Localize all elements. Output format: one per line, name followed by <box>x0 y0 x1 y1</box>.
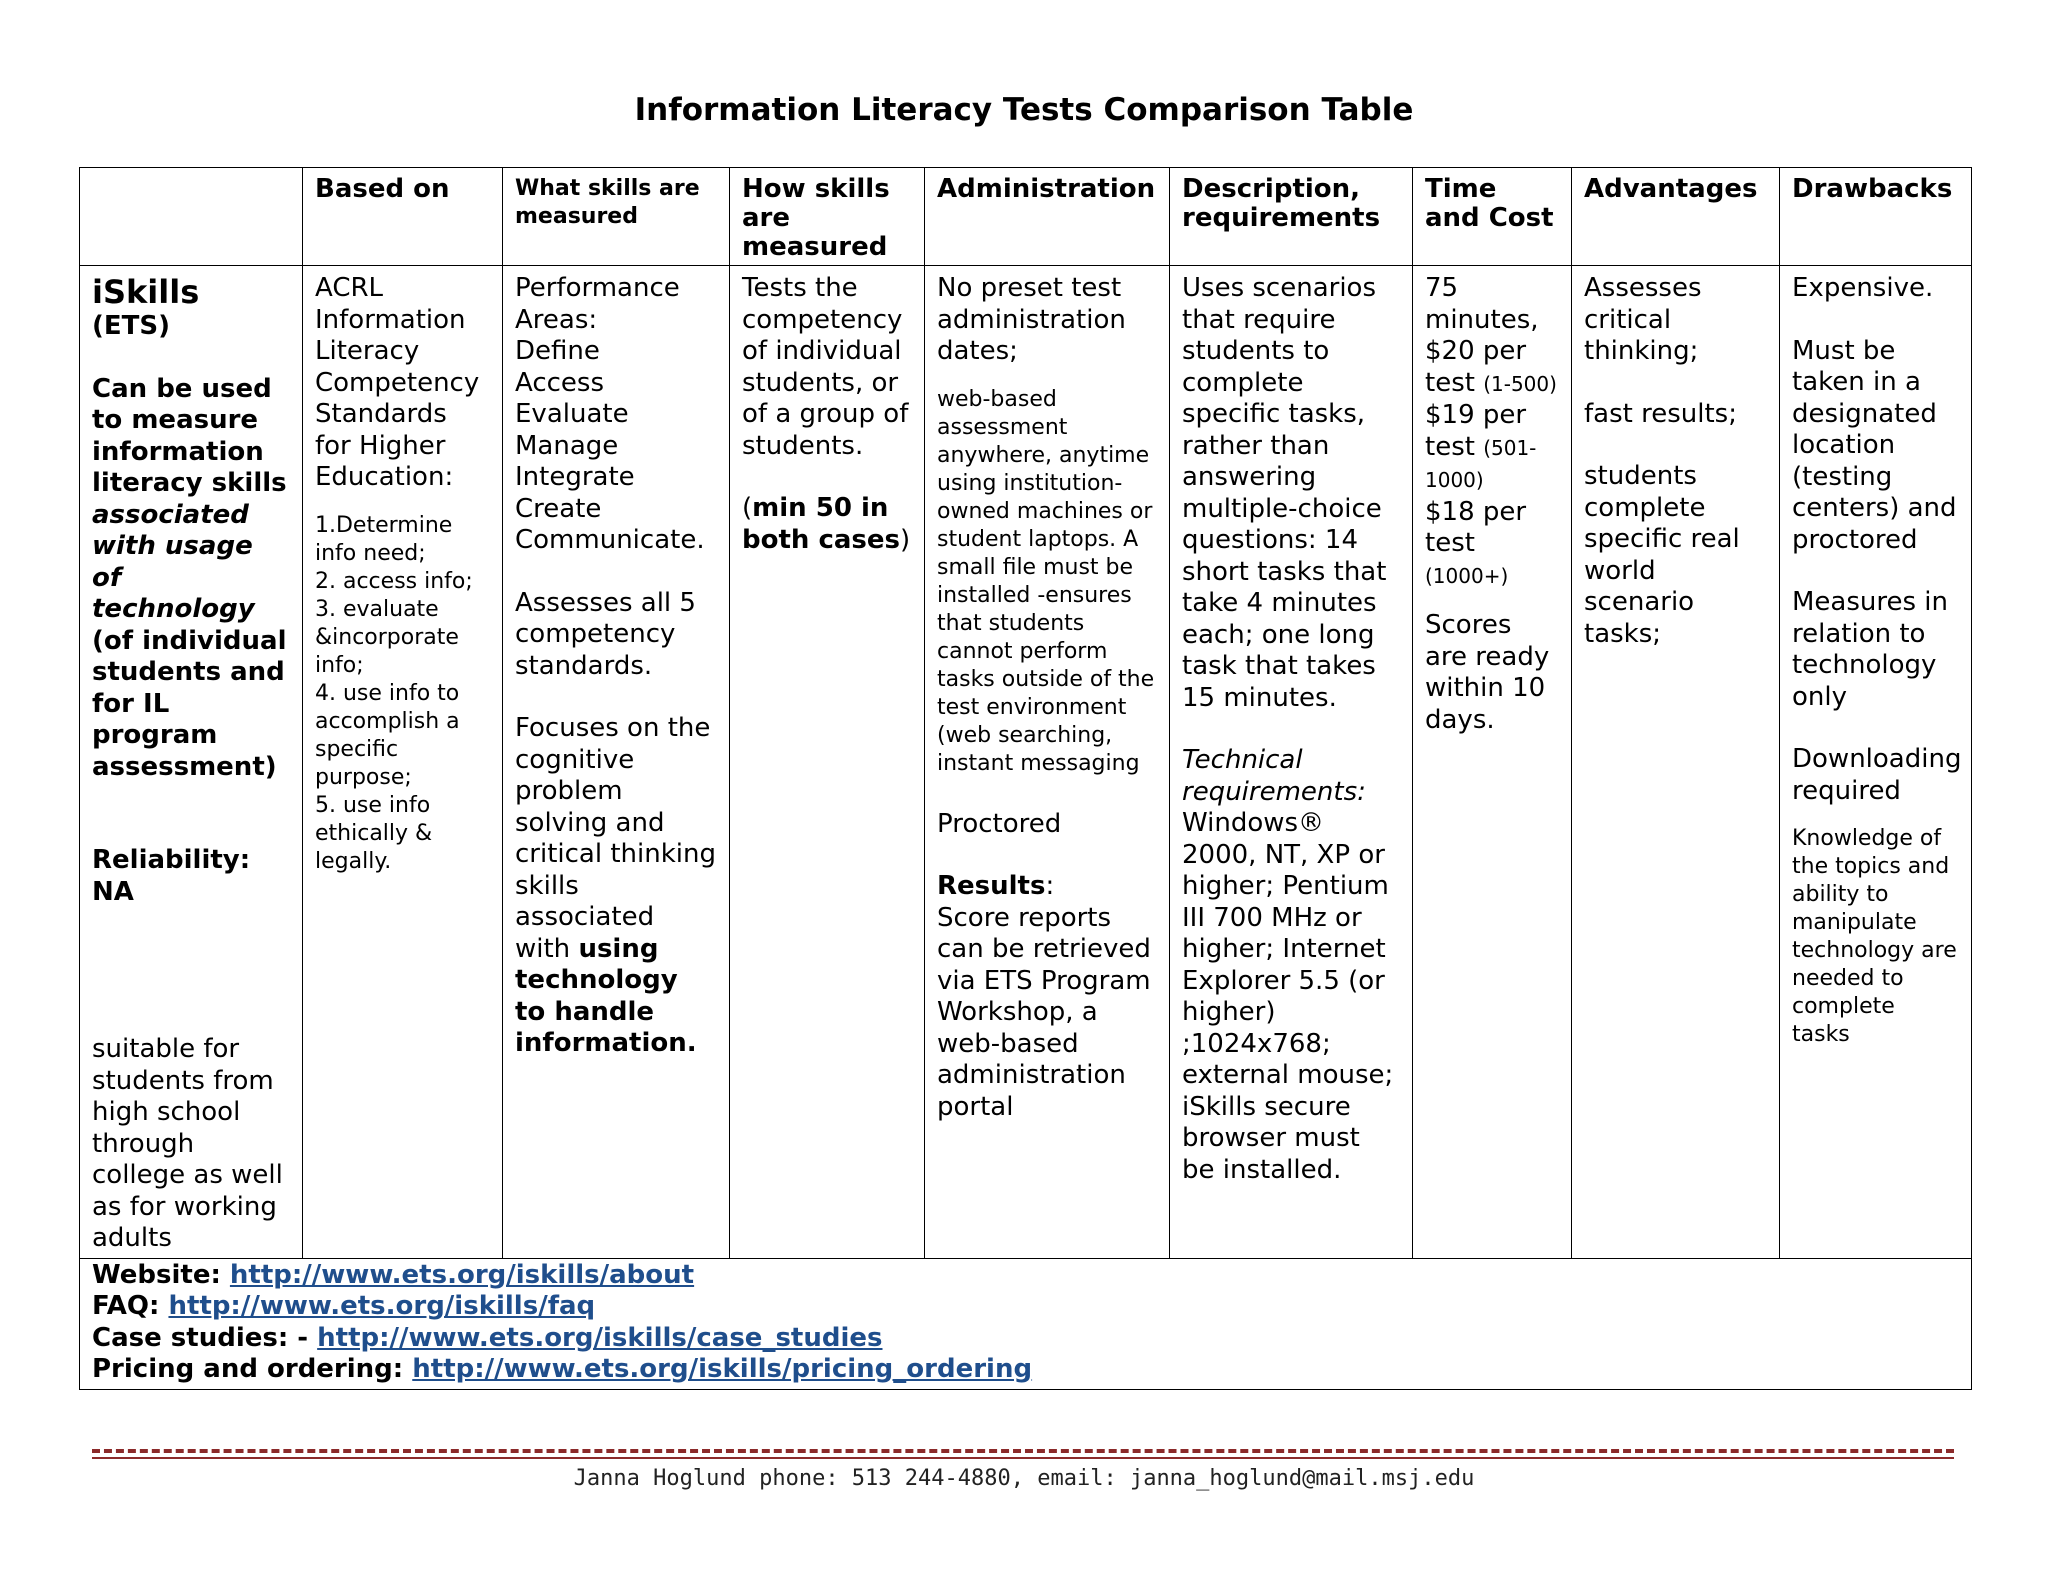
header-administration: Administration <box>925 168 1170 266</box>
list-item: students complete specific real world scenario tasks; <box>1584 461 1740 649</box>
drawbacks-knowledge: Knowledge of the topics and ability to manipulate technology are needed to complete tasks <box>1792 826 1957 1047</box>
links-cell <box>80 1258 1972 1389</box>
based-on-intro: ACRL Information Literacy Competency Standards for Higher Education: <box>315 273 480 492</box>
admin-cell <box>925 266 1170 1259</box>
footer-divider-line <box>92 1457 1954 1459</box>
description-cell <box>1170 266 1413 1259</box>
website-link[interactable]: http://www.ets.org/iskills/about <box>229 1259 695 1290</box>
time-cost-cell <box>1413 266 1572 1259</box>
list-item: Integrate <box>515 462 635 492</box>
links-row <box>80 1258 1972 1389</box>
test-reliability: Reliability: NA <box>92 845 251 907</box>
header-how-skills: How skills are measured <box>730 168 925 266</box>
list-item: Measures in relation to technology only <box>1792 587 1949 712</box>
pricing-link[interactable]: http://www.ets.org/iskills/pricing_ordering <box>412 1354 1033 1384</box>
how-text: Tests the competency of individual students, or of a group of students. <box>742 273 909 461</box>
header-row <box>80 168 1972 266</box>
footer-contact: Janna Hoglund phone: 513 244-4880, email: janna_hoglund@mail.msj.edu <box>573 1466 1475 1491</box>
header-what-skills: What skills are measured <box>503 168 730 266</box>
case-studies-link[interactable]: http://www.ets.org/iskills/case_studies <box>317 1322 883 1353</box>
test-name: iSkills <box>92 273 200 311</box>
comparison-table <box>79 167 1972 1390</box>
header-description: Description, requirements <box>1170 168 1413 266</box>
skills-cell <box>503 266 730 1259</box>
based-on-cell <box>303 266 503 1259</box>
page-title: Information Literacy Tests Comparison Table <box>634 92 1414 128</box>
list-item: Must be taken in a designated location (testing centers) and proctored <box>1792 335 1957 555</box>
header-test-name <box>80 168 303 266</box>
test-org: (ETS) <box>92 311 170 341</box>
description-text: Uses scenarios that require students to complete specific tasks, rather than answering multiple-choice questions: 14 short tasks that take 4 minutes each; one long task that takes 15 minutes. <box>1182 273 1387 713</box>
list-item: Manage <box>515 430 619 461</box>
skills-focus: Focuses on the cognitive problem solving and critical thinking skills associated with using technology to handle information. <box>515 713 716 1058</box>
faq-line: FAQ: http://www.ets.org/iskills/faq <box>92 1291 596 1321</box>
time-duration: 75 minutes, <box>1425 273 1539 335</box>
footer-divider <box>92 1449 1954 1453</box>
skills-assesses: Assesses all 5 competency standards. <box>515 587 696 681</box>
header-drawbacks: Drawbacks <box>1780 168 1972 266</box>
how-cell <box>730 266 925 1259</box>
list-item: Assesses critical thinking; <box>1584 273 1702 366</box>
skills-areas-label: Performance Areas: <box>515 273 680 335</box>
case-studies-line: Case studies: - http://www.ets.org/iskills/case_studies <box>92 1322 883 1353</box>
admin-web: web-based assessment anywhere, anytime using institution-owned machines or student laptops. A small file must be installed -ensures that students cannot perform tasks outside of the test environment (web searching, instant messaging <box>937 386 1155 776</box>
list-item: Communicate. <box>515 525 705 555</box>
admin-results: Score reports can be retrieved via ETS Program Workshop, a web-based administration portal <box>937 902 1151 1122</box>
price-tier: $19 per test (501-1000) <box>1425 400 1537 492</box>
list-item: Downloading required <box>1792 744 1962 806</box>
how-min: (min 50 in both cases) <box>742 493 911 555</box>
website-line: Website: http://www.ets.org/iskills/about <box>92 1259 695 1290</box>
header-advantages: Advantages <box>1572 168 1780 266</box>
test-suitable: suitable for students from high school through college as well as for working adults <box>92 1034 283 1253</box>
price-tier: $20 per test (1-500) <box>1425 336 1557 398</box>
admin-results-label: Results: <box>937 871 1055 901</box>
description-tech: Windows® 2000, NT, XP or higher; Pentium III 700 MHz or higher; Internet Explorer 5.5 (or higher) ;1024x768; external mouse; iSkills secure browser must be installed. <box>1182 808 1394 1185</box>
time-scores: Scores are ready within 10 days. <box>1425 610 1550 735</box>
list-item: 3. evaluate &incorporate info; <box>315 596 459 678</box>
description-tech-label: Technical requirements: <box>1182 745 1366 807</box>
list-item: Evaluate <box>515 399 629 429</box>
table-row <box>80 266 1972 1259</box>
test-cell <box>80 266 303 1259</box>
admin-dates: No preset test administration dates; <box>937 273 1126 366</box>
header-based-on: Based on <box>303 168 503 266</box>
list-item: Define <box>515 336 600 366</box>
list-item: 2. access info; <box>315 568 473 594</box>
list-item: Create <box>515 493 602 524</box>
admin-proctored: Proctored <box>937 808 1062 839</box>
list-item: fast results; <box>1584 398 1737 429</box>
list-item: Expensive. <box>1792 273 1934 303</box>
advantages-cell <box>1572 266 1780 1259</box>
list-item: 1.Determine info need; <box>315 512 453 566</box>
drawbacks-cell <box>1780 266 1972 1259</box>
header-time-cost: Time and Cost <box>1413 168 1572 266</box>
list-item: 5. use info ethically & legally. <box>315 792 433 874</box>
list-item: Access <box>515 367 605 398</box>
faq-link[interactable]: http://www.ets.org/iskills/faq <box>168 1291 596 1321</box>
list-item: 4. use info to accomplish a specific purpose; <box>315 680 460 790</box>
price-tier: $18 per test (1000+) <box>1425 496 1527 588</box>
test-use: Can be used to measure information literacy skills associated with usage of technology (of individual students and for IL program assessment) <box>92 373 287 782</box>
pricing-line: Pricing and ordering: http://www.ets.org/iskills/pricing_ordering <box>92 1354 1033 1384</box>
